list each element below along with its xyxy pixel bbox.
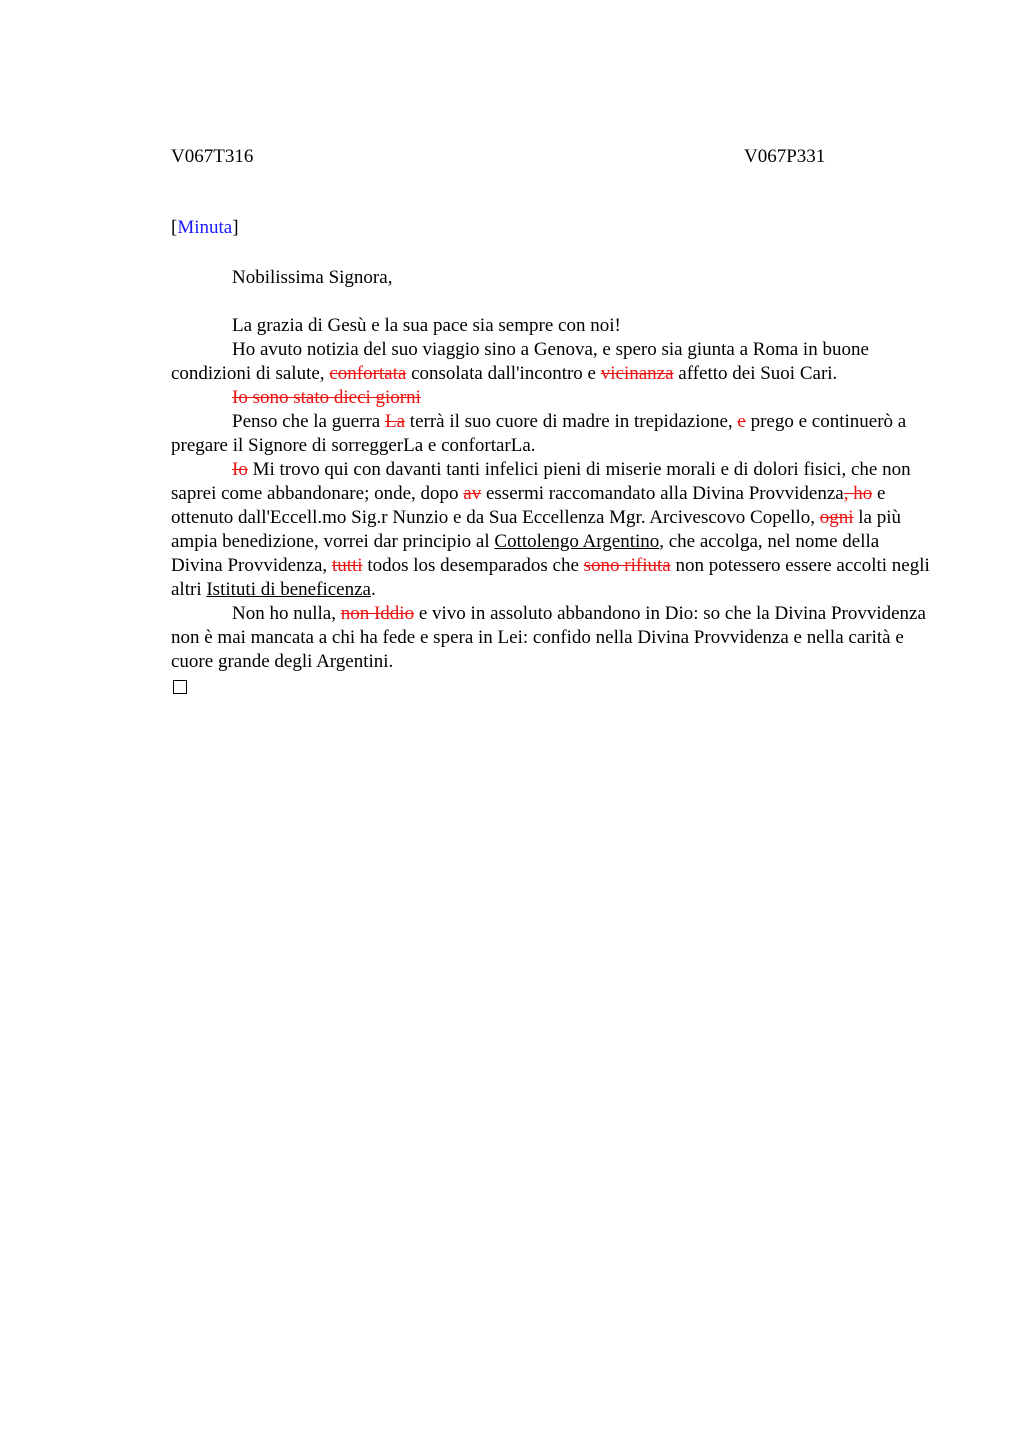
deleted-text: Io <box>232 459 248 480</box>
underlined-text: Istituti di beneficenza <box>206 579 371 600</box>
text-segment: Non ho nulla, <box>232 603 341 624</box>
deleted-text: sono rifiuta <box>583 555 671 576</box>
text-segment: todos los desemparados che <box>362 555 584 576</box>
salutation: Nobilissima Signora, <box>232 267 393 288</box>
deleted-text: tutti <box>331 555 363 576</box>
text-segment: e vivo in assoluto abbandono in Dio: so che la Divina Provvidenza non è mai mancata a chi ha fede e spera in Lei: confido nella Divina Provvidenza e nella carità e cuore grande degli Argentini. <box>171 603 926 672</box>
checkbox-icon <box>173 680 187 694</box>
document-header <box>171 146 931 170</box>
deleted-text: vicinanza <box>600 363 674 384</box>
end-marker <box>171 674 931 701</box>
deleted-text: e <box>737 411 746 432</box>
text-segment: , che accolga, nel nome della Divina Provvidenza, <box>171 531 880 576</box>
text-segment: essermi raccomandato alla Divina Provvidenza <box>481 483 844 504</box>
text-segment: terrà il suo cuore di madre in trepidazione, <box>405 411 738 432</box>
deleted-text: av <box>463 483 482 504</box>
paragraph-greeting: La grazia di Gesù e la sua pace sia sempre con noi! <box>232 315 621 336</box>
text-segment: Mi trovo qui con davanti tanti infelici pieni di miserie morali e di dolori fisici, che non saprei come abbandonare; onde, dopo <box>171 459 911 504</box>
deleted-text: non Iddio <box>340 603 415 624</box>
reference-code-right: V067P331 <box>744 146 826 167</box>
paragraph-deleted-line <box>171 386 931 410</box>
paragraph-providence <box>171 602 931 674</box>
text-segment: . <box>370 579 376 600</box>
close-bracket: ] <box>232 217 239 238</box>
text-segment: consolata dall'incontro e <box>406 363 601 384</box>
text-segment: Ho avuto notizia del suo viaggio sino a Genova, e spero sia giunta a Roma in buone condizioni di salute, <box>171 339 869 384</box>
underlined-text: Cottolengo Argentino <box>494 531 660 552</box>
text-segment: Penso che la guerra <box>232 411 385 432</box>
deleted-text: confortata <box>329 363 407 384</box>
reference-code-left: V067T316 <box>171 146 254 167</box>
paragraph-war <box>171 410 931 458</box>
paragraph-cottolengo <box>171 458 931 602</box>
letter-body <box>171 266 931 701</box>
text-segment: affetto dei Suoi Cari. <box>673 363 838 384</box>
deleted-text: , ho <box>843 483 873 504</box>
text-segment: e ottenuto dall'Eccell.mo Sig.r Nunzio e da Sua Eccellenza Mgr. Arcivescovo Copello, <box>171 483 886 528</box>
deleted-text: ogni <box>819 507 854 528</box>
open-bracket: [ <box>171 217 178 238</box>
minuta-label <box>171 217 239 239</box>
deleted-text: Io sono stato dieci giorni <box>232 387 421 408</box>
deleted-text: La <box>385 411 406 432</box>
text-segment: la più ampia benedizione, vorrei dar principio al <box>171 507 901 552</box>
text-segment: prego e continuerò a pregare il Signore di sorreggerLa e confortarLa. <box>171 411 907 456</box>
text-segment: non potessero essere accolti negli altri <box>171 555 930 600</box>
minuta-link[interactable]: Minuta <box>177 217 233 238</box>
paragraph-journey <box>171 338 931 386</box>
